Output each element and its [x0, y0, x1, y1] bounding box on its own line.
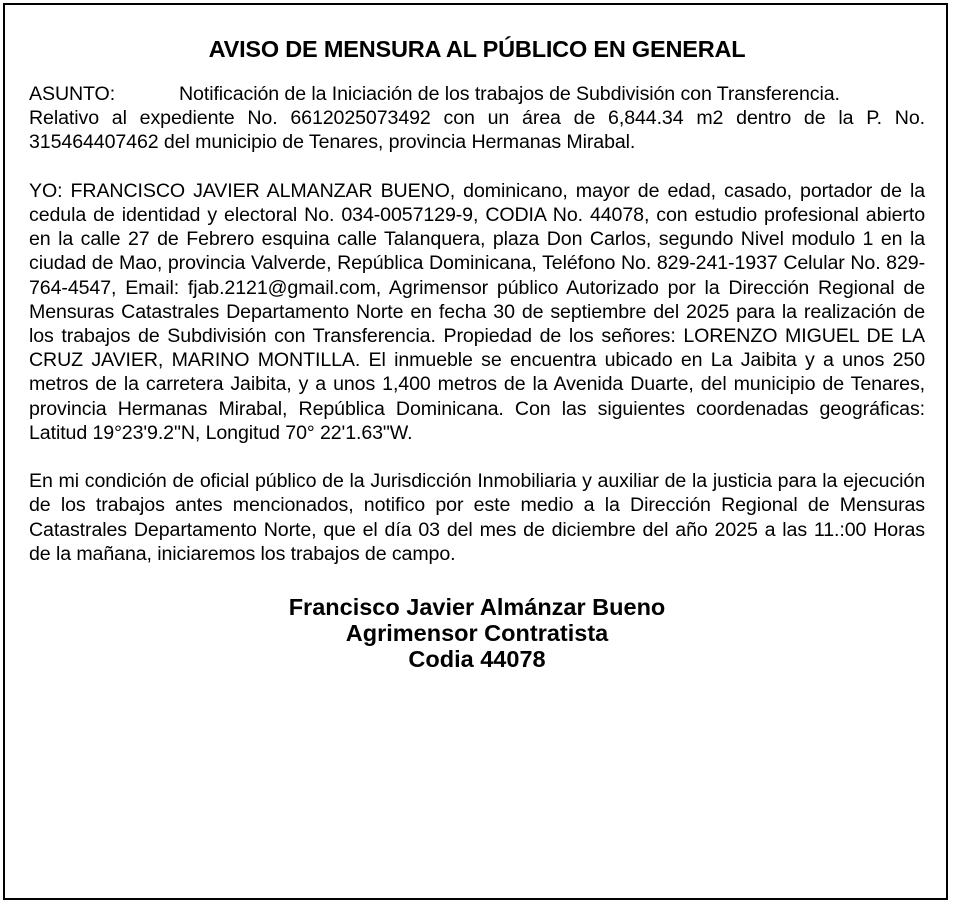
notice-body	[29, 82, 925, 566]
paragraph-gap	[29, 155, 925, 179]
declarant-paragraph: YO: FRANCISCO JAVIER ALMANZAR BUENO, dominicano, mayor de edad, casado, portador de la cedula de identidad y electoral No. 034-0057129-9, CODIA No. 44078, con estudio profesional abierto en la calle 27 de Febrero esquina calle Talanquera, plaza Don Carlos, segundo Nivel modulo 1 en la ciudad de Mao, provincia Valverde, República Dominicana, Teléfono No. 829-241-1937 Celular No. 829-764-4547, Email: fjab.2121@gmail.com, Agrimensor público Autorizado por la Dirección Regional de Mensuras Catastrales Departamento Norte en fecha 30 de septiembre del 2025 para la realización de los trabajos de Subdivisión con Transferencia. Propiedad de los señores: LORENZO MIGUEL DE LA CRUZ JAVIER, MARINO MONTILLA. El inmueble se encuentra ubicado en La Jaibita y a unos 250 metros de la carretera Jaibita, y a unos 1,400 metros de la Avenida Duarte, del municipio de Tenares, provincia Hermanas Mirabal, República Dominicana. Con las siguientes coordenadas geográficas: Latitud 19°23'9.2"N, Longitud 70° 22'1.63"W.	[29, 179, 925, 444]
notice-frame	[3, 3, 948, 900]
asunto-text: Notificación de la Iniciación de los trabajos de Subdivisión con Transferencia.	[179, 83, 840, 105]
asunto-label: ASUNTO:	[29, 83, 116, 105]
asunto-paragraph	[29, 82, 925, 106]
notice-content	[29, 5, 925, 672]
notification-paragraph: En mi condición de oficial público de la Jurisdicción Inmobiliaria y auxiliar de la justicia para la ejecución de los trabajos antes mencionados, notifico por este medio a la Dirección Regional de Mensuras Catastrales Departamento Norte, que el día 03 del mes de diciembre del año 2025 a las 11.:00 Horas de la mañana, iniciaremos los trabajos de campo.	[29, 470, 925, 565]
signature-role: Agrimensor Contratista	[345, 620, 609, 647]
paragraph-gap	[29, 445, 925, 469]
relativo-paragraph: Relativo al expediente No. 6612025073492 con un área de 6,844.34 m2 dentro de la P. No. 315464407462 del municipio de Tenares, provincia Hermanas Mirabal.	[29, 107, 925, 154]
signature-name: Francisco Javier Almánzar Bueno	[288, 594, 666, 621]
signature-codia: Codia 44078	[408, 646, 546, 673]
notice-title: AVISO DE MENSURA AL PÚBLICO EN GENERAL	[208, 36, 746, 62]
signature-block	[29, 594, 925, 672]
